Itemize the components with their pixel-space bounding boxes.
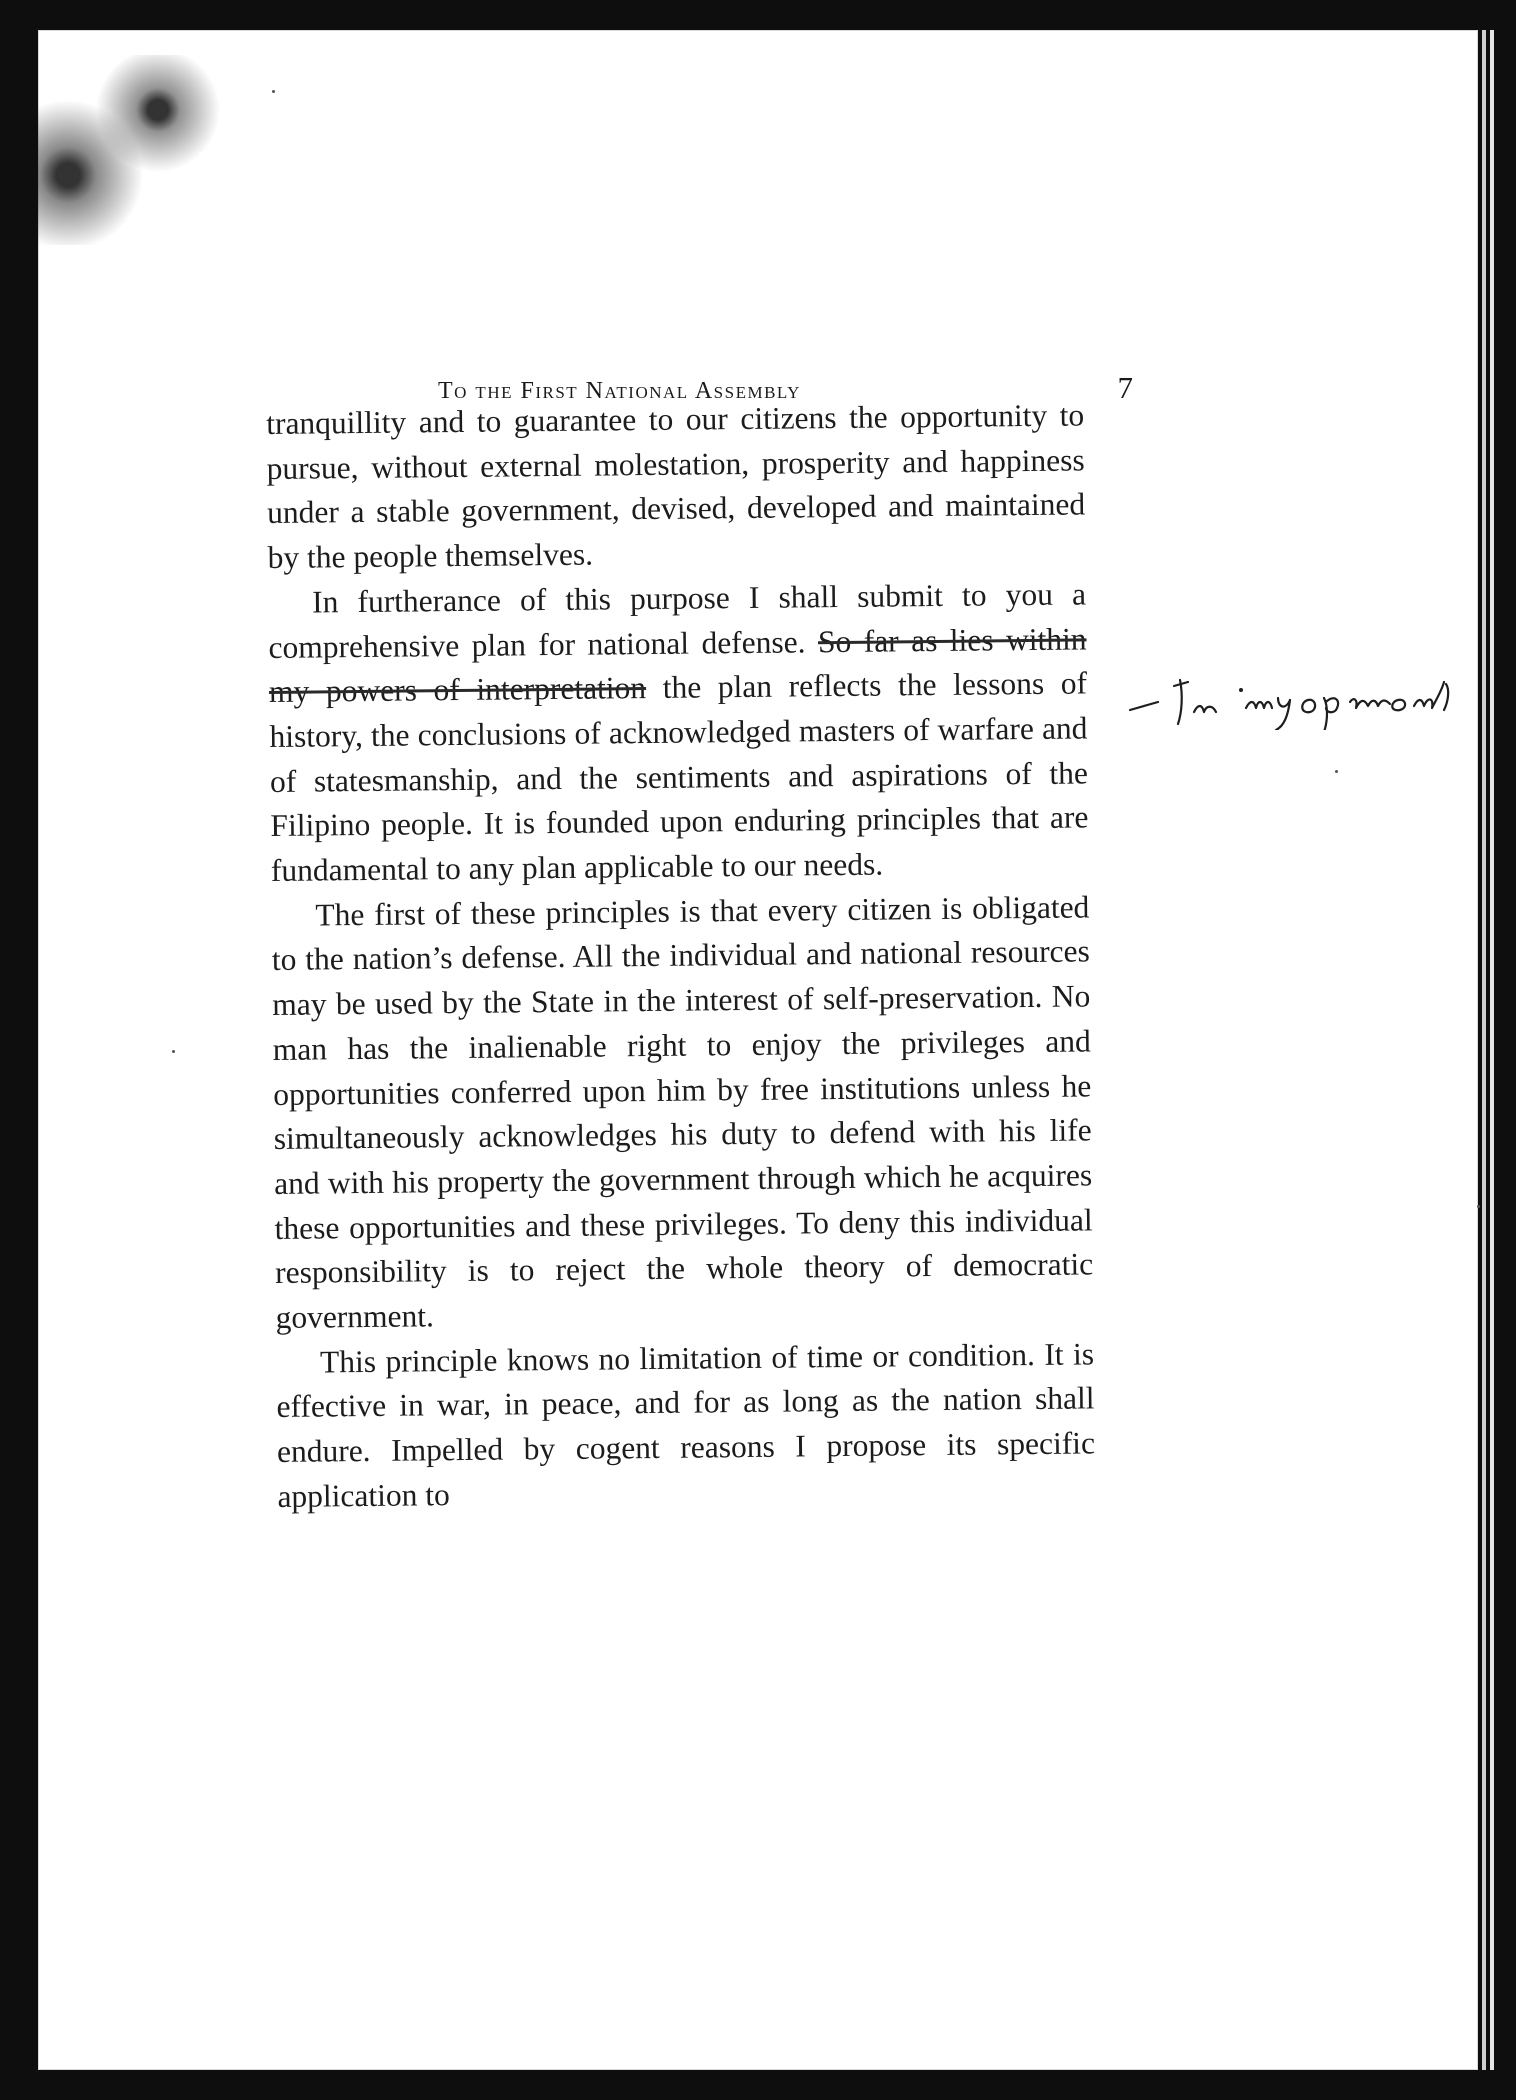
page-number: 7	[1117, 370, 1133, 405]
running-head-title: To the First National Assembly	[438, 378, 801, 404]
body-text	[266, 393, 1096, 1519]
paper-speck	[272, 90, 275, 93]
page-edge	[1490, 30, 1494, 2070]
paper-speck	[1477, 1205, 1480, 1208]
paragraph-2	[268, 572, 1089, 893]
paragraph-2-end: the plan reflects the lessons of history, the conclusions of acknowledged masters of warfare and of statesmanship, and the sentiments and aspirations of the Filipino people. It is founded upon enduring principles that are fundamental to any plan applicable to our needs.	[269, 665, 1089, 889]
paragraph-4: This principle knows no limitation of time or condition. It is effective in war, in peace, and for as long as the nation shall endure. Impelled by cogent reasons I propose its specific application to	[276, 1336, 1096, 1514]
paper-speck	[172, 1050, 175, 1053]
page-edge	[1482, 30, 1486, 2070]
paragraph-3: The first of these principles is that every citizen is obligated to the nation’s defense. All the individual and national resources may be used by the State in the interest of self-preservation. No man has the inalienable right to enjoy the privileges and opportunities conferred upon him by free institutions unless he simultaneously acknowledges his duty to defend with his life and with his property the government through which he acquires these opportunities and these privileges. To deny this individual responsibility is to reject the whole theory of democratic government.	[271, 889, 1094, 1336]
handwriting-icon	[1128, 650, 1468, 730]
ink-smudge	[38, 55, 248, 245]
paper-speck	[1335, 770, 1338, 773]
paragraph-2-start: In furtherance of this purpose I shall submit to you a comprehensive plan for national defense.	[268, 576, 1087, 665]
handwritten-margin-note	[1128, 650, 1468, 730]
paragraph-1: tranquillity and to guarantee to our citizens the opportunity to pursue, without external molestation, prosperity and happiness under a stable government, devised, developed and maintained by the people themselves.	[266, 397, 1086, 576]
struck-through-text: So far as lies within my powers of interpretation	[268, 620, 1087, 710]
